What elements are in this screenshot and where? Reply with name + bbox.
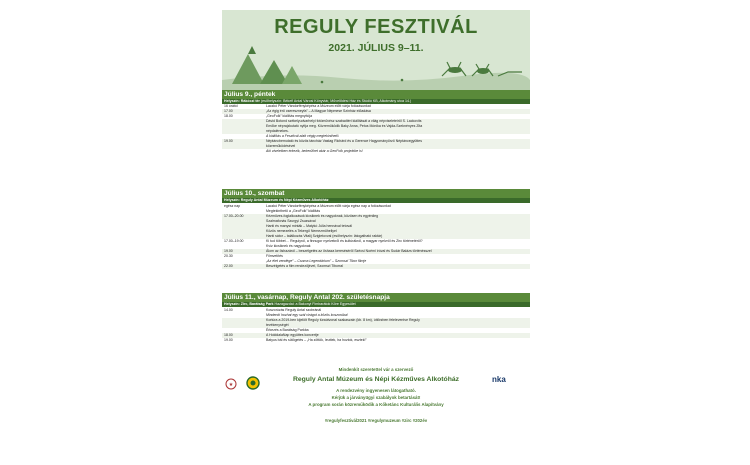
event: Érkezés a Barátság Parkba [266,328,309,332]
event: Koszorúzás Reguly Antal szobránál [266,308,322,312]
time: 16 órától [224,104,238,108]
location-extra: (esőhelyszín: Békefi Antal Városi Könyvtár, Művelődési Ház és Stúdió KB, Alkotmány utca 14.) [260,99,412,103]
time: 19.00 [224,338,233,342]
event: Hanti és manysi minták – Matykó Júlia hennával tetovál [266,224,352,228]
event: Kézműves-foglalkozások kicsiknek és nagyoknak, közösen és egyénileg [266,214,379,218]
festival-dates: 2021. JÚLIUS 9–11. [328,42,424,54]
time: 22.00 [224,264,233,268]
festival-title: REGULY FESZTIVÁL [274,16,478,38]
time: 14.00 [224,308,233,312]
program-row [222,149,530,154]
footer-rules: Kérjük a járványügyi szabályok betartását! [331,395,421,400]
event: Batyus bál és sütögetés – „Ha zöttök, leuttek, ha hoztok, esztek!” [266,338,367,342]
footer-invite: Mindenkit szeretettel vár a szervező [338,367,414,372]
footer-free-entry: A rendezvény ingyenesen látogatható. [336,388,416,393]
nka-logo: nka [492,375,506,384]
location-saturday [222,198,530,203]
event: Kvíz kicsiknek és nagyoknak [266,244,311,248]
event: Mindenki hozhat egy szál virágot a közös koszorúba! [266,313,348,317]
event: Emőke néprajzkutató nyitja meg. Közreműködik Baky Anna, Petus Mónika és Vajda-Szeknényes Zita [266,124,423,128]
event: A kiállítás a Fesztivál alatt végig megtekinthető. [266,134,340,138]
event: Kortúra a 2019-ben kijelölt Reguly túraútvonal szakaszain (kb. 8 km), úttörzben feleleventve Reguly [266,318,420,322]
location-label: Helyszín: [224,99,240,103]
event: Laczkó Péter Vándorfényképész a Múzeum előtt várja egész nap a fotózásunkat [266,204,391,208]
time: 17.00 [224,109,233,113]
event: „Az égig érő csereszneyfa” – A Magyar Népmese Színház előadása [266,109,371,113]
time: 19.00 [224,139,233,143]
footer-hashtags: #regulyfesztivál2021 #regulymuzeum #zirc #202év [324,418,428,423]
event: Filmvetítés [266,254,283,258]
footer-organizer: Reguly Antal Múzeum és Népi Kézműves Alkotóház [292,376,460,383]
footer-contributor: A program során közreműködik a Kőketánc Kulturális Alapítvány [308,402,444,407]
time: 17.00–20.00 [224,214,244,218]
event: Beszélgetés a film rendezőjével, Szomszl Tiborral [266,264,344,268]
time: 20.30 [224,254,233,258]
time: 18.00 [224,114,233,118]
time: 18.00 [224,333,233,337]
location-name: Reguly Antal Múzeum és Népi Kézműves Alkotóház [240,198,329,202]
location-label: Helyszín: [224,302,240,306]
event: közreműködésével [266,144,296,148]
time: 17.00–19.00 [224,239,244,243]
location-extra: Hazagazdai: a Bakonyi Fimbarátok Köre Egyesület [274,302,356,306]
event: népdalénekes. [266,129,289,133]
location-name: Zirc, Barátság Park [240,302,274,306]
event: Aki viseletben érkezik, bekerülhet akár a GeoFolk projektbe is! [266,149,363,153]
event: Dávid Botond székelyudvarhelyi fotóművész szabadtéri kiállítását a világ népviseleteiről S. Lackovits [266,119,422,123]
program-row [222,264,530,269]
event: „Az élet vendége” – Csoma Legendárium” – Szomszl Tibor filmje [266,259,367,263]
event: Néptáncbemutató és közös táncház Vastag Richárd és a Gerence Hagyományőrző Néptáncegyüttes [266,139,422,143]
time: 19.00 [224,249,233,253]
day-header-sunday: Július 11., vasárnap, Reguly Antal 202. születésnapja [222,293,530,302]
event: Álom az őshazáról – beszélgetés az őshaza kereséséről Szécsi Noémi íróval és Sudár Balázs történésszel [266,249,432,253]
event: Laczkó Péter Vándorfényképész a Múzeum előtt várja fotózásunkat [266,104,371,108]
location-sunday [222,302,530,307]
program-row [222,338,530,343]
day-header-saturday: Július 10., szombat [222,189,530,198]
event: Szalmafonás Szurgyi Zsuzsával [266,219,316,223]
event: Megtekinthető a „GeoFolk” kiállítás [266,209,321,213]
time: egész nap [224,204,241,208]
location-label: Helyszín: [224,198,240,202]
event: tevékenységét [266,323,289,327]
event: Ki tud többet… Regulyról, a finnugor nyelvekről és kultúrákról, a magyar nyelvről és Zirc történetéről? [266,239,423,243]
event: Hanti sátor – találkozás Vitalij Szigletovval (esőhelyszín: látogatható raktár) [266,234,383,238]
svg-text:★: ★ [228,382,234,388]
event: Közös nemezelés a Tekergő Nemezműhellyel [266,229,337,233]
day-header-friday: Július 9., péntek [222,90,530,99]
header-banner [222,10,530,90]
event: „GeoFolk” kiállítás megnyitója [266,114,313,118]
event: A HolddalaNap együttes koncertje [266,333,319,337]
festival-poster [222,10,530,457]
location-name: Rákóczi tér [240,99,260,103]
